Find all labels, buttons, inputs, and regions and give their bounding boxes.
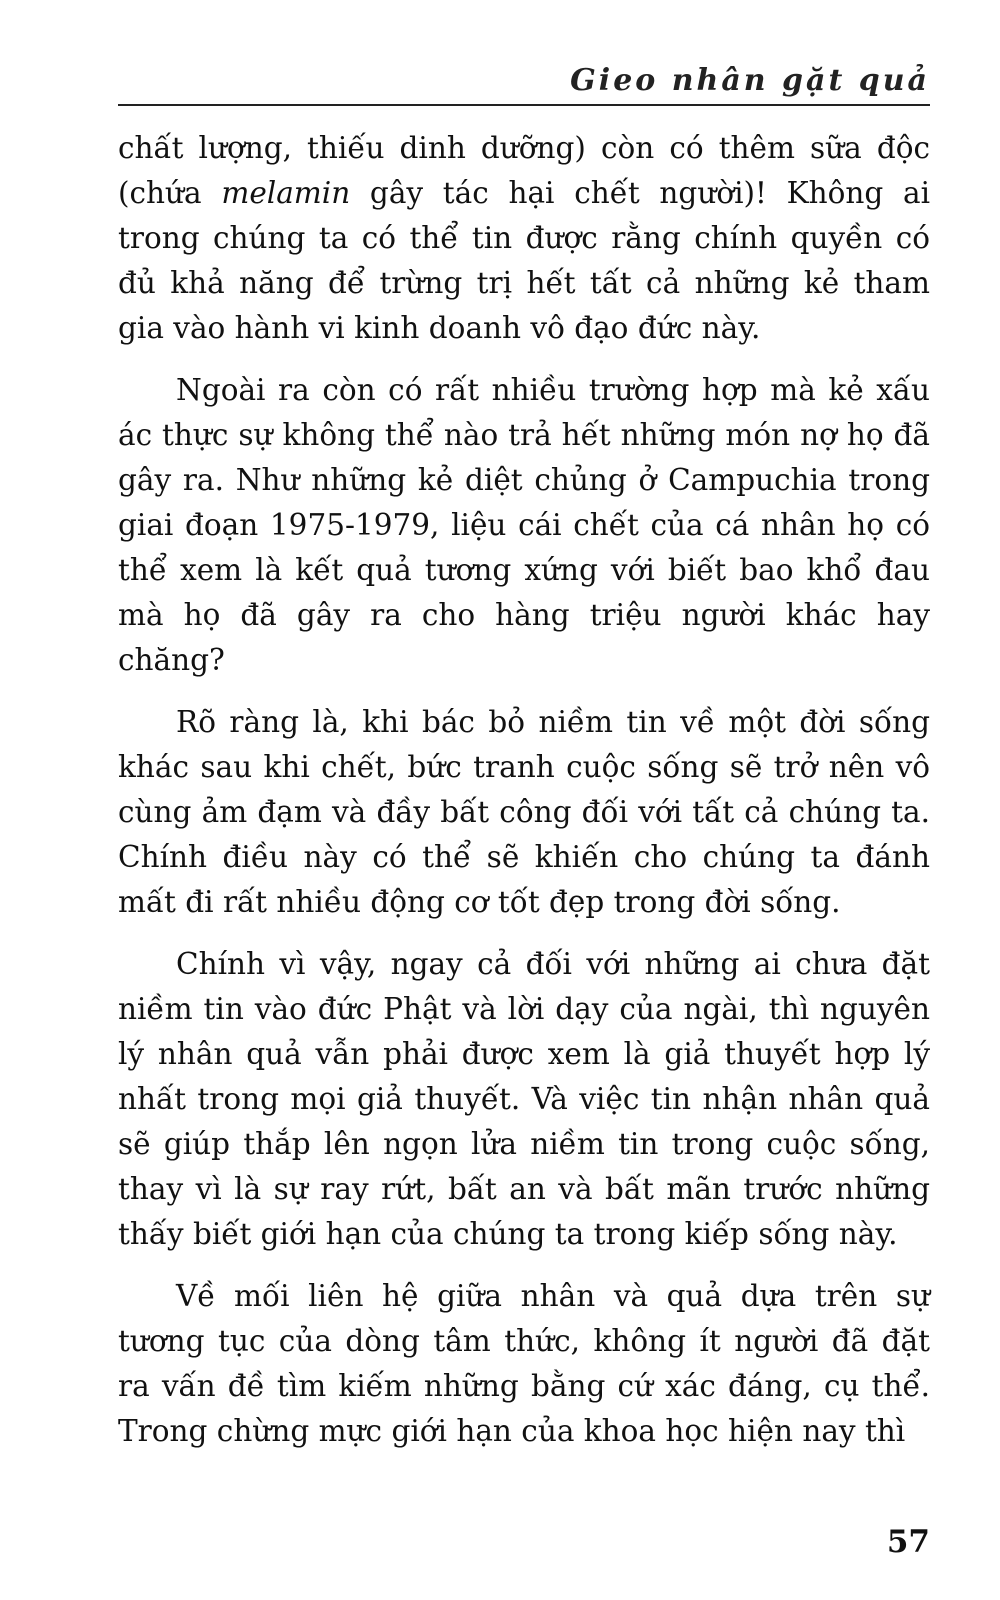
- paragraph: Về mối liên hệ giữa nhân và quả dựa trên sự tương tục của dòng tâm thức, không ít người đã đặt ra vấn đề tìm kiếm những bằng cứ xác đáng, cụ thể. Trong chừng mực giới hạn của khoa học hiện nay thì: [118, 1279, 930, 1448]
- running-title: Gieo nhân gặt quả: [570, 63, 930, 98]
- paragraph: Rõ ràng là, khi bác bỏ niềm tin về một đời sống khác sau khi chết, bức tranh cuộc sống sẽ trở nên vô cùng ảm đạm và đầy bất công đối với tất cả chúng ta. Chính điều này có thể sẽ khiến cho chúng ta đánh mất đi rất nhiều động cơ tốt đẹp trong đời sống.: [118, 705, 930, 919]
- paragraph-text-end: gây tác hại chết người)! Không ai trong chúng ta có thể tin được rằng chính quyền có đủ khả năng để trừng trị hết tất cả những kẻ tham gia vào hành vi kinh doanh vô đạo đức này.: [118, 176, 931, 345]
- body-text: [118, 126, 930, 1471]
- paragraph: Chính vì vậy, ngay cả đối với những ai chưa đặt niềm tin vào đức Phật và lời dạy của ngài, thì nguyên lý nhân quả vẫn phải được xem là giả thuyết hợp lý nhất trong mọi giả thuyết. Và việc tin nhận nhân quả sẽ giúp thắp lên ngọn lửa niềm tin trong cuộc sống, thay vì là sự ray rứt, bất an và bất mãn trước những thấy biết giới hạn của chúng ta trong kiếp sống này.: [118, 947, 930, 1251]
- emphasized-term: melamin: [221, 176, 351, 210]
- paragraph-continued: [118, 126, 930, 351]
- paragraph-text-start: chất lượng, thiếu dinh dưỡng) còn có thêm sữa độc (chứa: [118, 131, 930, 210]
- paragraph: Ngoài ra còn có rất nhiều trường hợp mà kẻ xấu ác thực sự không thể nào trả hết những món nợ họ đã gây ra. Như những kẻ diệt chủng ở Campuchia trong giai đoạn 1975-1979, liệu cái chết của cá nhân họ có thể xem là kết quả tương xứng với biết bao khổ đau mà họ đã gây ra cho hàng triệu người khác hay chăng?: [118, 373, 930, 677]
- page-number: 57: [886, 1524, 930, 1560]
- running-header: [118, 58, 930, 106]
